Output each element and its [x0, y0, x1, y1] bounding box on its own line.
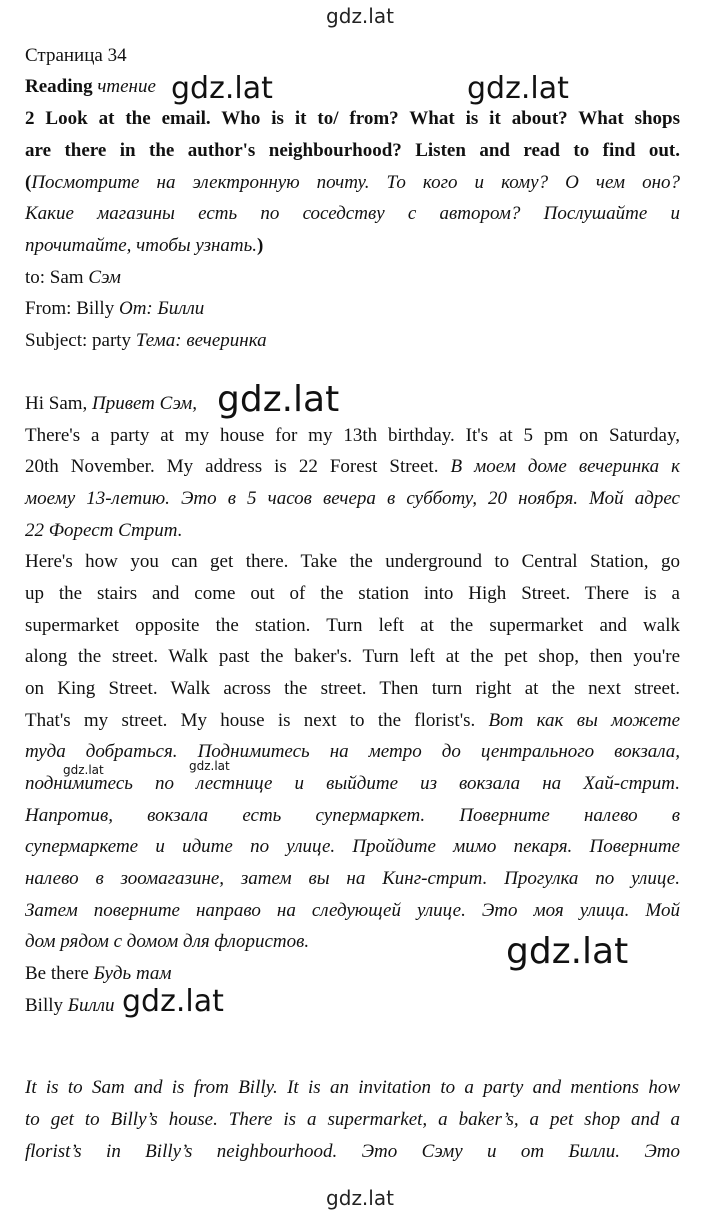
- body-p2-line-1: Here's how you can get there. Take the underground to Central Station, go: [25, 551, 680, 572]
- body-p1-line-2: 20th November. My address is 22 Forest Street. В моем доме вечеринка к: [25, 456, 681, 477]
- body-p2-line-4: along the street. Walk past the baker's. Turn left at the pet shop, then you're: [25, 646, 680, 667]
- body-p2-line-6: That's my street. My house is next to the florist's. Вот как вы можете: [25, 710, 681, 731]
- task-translation-line-2: Какие магазины есть по соседству с автором? Послушайте и: [25, 203, 680, 224]
- body-p1-line-3: моему 13-летию. Это в 5 часов вечера в субботу, 20 ноября. Мой адрес: [25, 488, 680, 509]
- body-p1-line-4: 22 Форест Стрит.: [25, 520, 183, 541]
- page-label: Страница 34: [25, 45, 127, 66]
- body-p2-line-8: поднимитесь по лестнице и выйдите из вокзала на Хай-стрит.: [25, 773, 680, 794]
- task-translation-line-1: (Посмотрите на электронную почту. То кого и кому? О чем оно?: [25, 172, 680, 193]
- email-from: From: Billy От: Билли: [25, 298, 205, 319]
- body-p2-line-7: туда добраться. Поднимитесь на метро до центрального вокзала,: [25, 741, 680, 762]
- watermark: gdz.lat: [503, 934, 631, 970]
- answer-line-3: florist’s in Billy’s neighbourhood. Это Сэму и от Билли. Это: [25, 1141, 680, 1162]
- body-p2-line-2: up the stairs and come out of the station into High Street. There is a: [25, 583, 680, 604]
- closing-be-there: Be there Будь там: [25, 963, 172, 984]
- answer-line-2: to get to Billy’s house. There is a supermarket, a baker’s, a pet shop and a: [25, 1109, 680, 1130]
- body-p2-line-10: супермаркете и идите по улице. Пройдите мимо пекаря. Поверните: [25, 836, 680, 857]
- body-p2-line-11: налево в зоомагазине, затем вы на Кинг-стрит. Прогулка по улице.: [25, 868, 680, 889]
- section-translation: чтение: [97, 76, 156, 97]
- task-translation-text-1: Посмотрите на электронную почту. То кого и кому? О чем оно?: [31, 172, 680, 193]
- body-p2-line-13: дом рядом с домом для флористов.: [25, 931, 310, 952]
- watermark: gdz.lat: [119, 987, 227, 1017]
- task-line-2: are there in the author's neighbourhood? Listen and read to find out.: [25, 140, 680, 161]
- section-title: Reading: [25, 76, 93, 97]
- body-p2-line-9: Напротив, вокзала есть супермаркет. Поверните налево в: [25, 805, 680, 826]
- watermark: gdz.lat: [464, 74, 572, 104]
- email-to: to: Sam Сэм: [25, 267, 121, 288]
- greeting: Hi Sam, Привет Сэм,: [25, 393, 197, 414]
- task-translation-text-3: прочитайте, чтобы узнать.: [25, 235, 258, 256]
- header-watermark: gdz.lat: [326, 4, 394, 28]
- footer-watermark: gdz.lat: [326, 1186, 394, 1210]
- watermark: gdz.lat: [189, 759, 230, 773]
- answer-line-1: It is to Sam and is from Billy. It is an invitation to a party and mentions how: [25, 1077, 680, 1098]
- watermark: gdz.lat: [214, 382, 342, 418]
- body-p2-line-12: Затем поверните направо на следующей улице. Это моя улица. Мой: [25, 900, 680, 921]
- watermark: gdz.lat: [168, 74, 276, 104]
- body-p2-line-5: on King Street. Walk across the street. Then turn right at the next street.: [25, 678, 680, 699]
- body-p2-line-3: supermarket opposite the station. Turn left at the supermarket and walk: [25, 615, 680, 636]
- email-subject: Subject: party Тема: вечеринка: [25, 330, 267, 351]
- watermark: gdz.lat: [63, 763, 104, 777]
- body-p1-line-1: There's a party at my house for my 13th birthday. It's at 5 pm on Saturday,: [25, 425, 680, 446]
- closing-signature: Billy Билли: [25, 995, 115, 1016]
- task-translation-line-3: прочитайте, чтобы узнать.): [25, 235, 264, 256]
- section-heading: [25, 76, 680, 98]
- task-line-1: 2 Look at the email. Who is it to/ from? What is it about? What shops: [25, 108, 680, 129]
